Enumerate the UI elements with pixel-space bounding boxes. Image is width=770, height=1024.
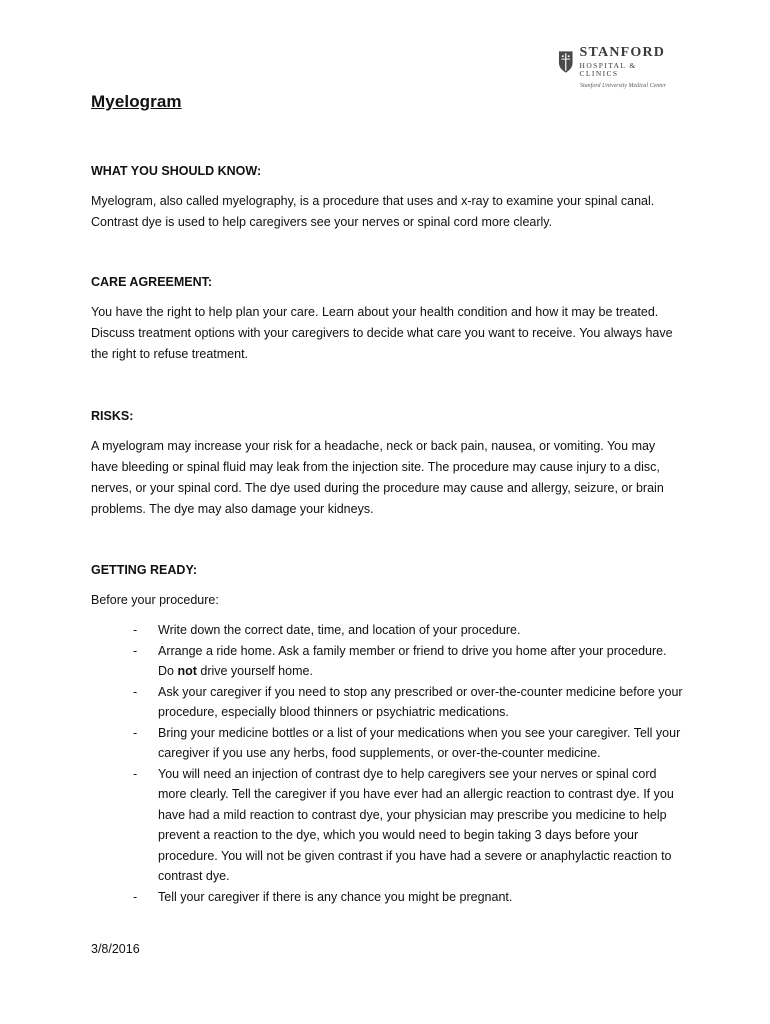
logo-name: STANFORD: [579, 45, 666, 60]
section-body-care-agreement: You have the right to help plan your care. Learn about your health condition and how it may be treated. Discuss treatment options with your caregivers to decide what care you want to receive. You always have the right to refuse treatment.: [91, 305, 673, 361]
list-dash: -: [133, 623, 138, 637]
logo-row: [558, 46, 676, 77]
section-body-getting-ready: Before your procedure:: [91, 593, 219, 607]
list-item: [91, 620, 683, 641]
section-heading-care-agreement: CARE AGREEMENT:: [91, 275, 213, 289]
logo-tagline: Stanford University Medical Center: [580, 83, 666, 89]
list-item-text: Tell your caregiver if there is any chance you might be pregnant.: [158, 889, 513, 904]
shield-icon: [558, 50, 574, 74]
section-body-risks: A myelogram may increase your risk for a headache, neck or back pain, nausea, or vomiting. You may have bleeding or spinal fluid may leak from the injection site. The procedure may cause injury to a disc, nerves, or your spinal cord. The dye used during the procedure may cause and allergy, seizure, or brain problems. The dye may also damage your kidneys.: [91, 439, 664, 516]
list-dash: -: [133, 889, 138, 904]
document-body: [91, 92, 683, 907]
logo-text: [580, 46, 676, 77]
preparation-list: [91, 620, 683, 907]
list-dash: -: [133, 725, 138, 740]
section-heading-getting-ready: GETTING READY:: [91, 563, 198, 577]
list-item-text-end: drive yourself home.: [196, 664, 313, 678]
list-item: [91, 887, 683, 908]
document-title: Myelogram: [91, 92, 182, 111]
list-dash: -: [133, 766, 138, 781]
list-item-text: You will need an injection of contrast dye to help caregivers see your nerves or spinal cord more clearly. Tell the caregiver if you have ever had an allergic reaction to contrast dye. If you have had a mild reaction to contrast dye, your physician may prescribe you medicine to help prevent a reaction to the dye, which you would need to begin taking 3 days before your procedure. You will not be given contrast if you have had a severe or anaphylactic reaction to contrast dye.: [158, 766, 674, 883]
list-dash: -: [133, 643, 138, 658]
list-item: [91, 723, 683, 764]
list-item: [91, 641, 683, 682]
list-item-text: Write down the correct date, time, and location of your procedure.: [158, 623, 521, 637]
list-item-text: Ask your caregiver if you need to stop any prescribed or over-the-counter medicine before your procedure, especially blood thinners or psychiatric medications.: [158, 684, 683, 719]
list-item: [91, 764, 683, 887]
list-item-text: Bring your medicine bottles or a list of your medications when you see your caregiver. Tell your caregiver if you use any herbs, food supplements, or over-the-counter medicine.: [158, 725, 681, 760]
list-item-text: Arrange a ride home. Ask a family member or friend to drive you home after your procedure. Do: [158, 643, 667, 678]
list-dash: -: [133, 684, 138, 699]
footer-date: 3/8/2016: [91, 942, 140, 956]
stanford-logo: [558, 46, 676, 90]
section-heading-risks: RISKS:: [91, 409, 134, 423]
logo-subtitle: HOSPITAL & CLINICS: [579, 61, 637, 78]
section-body-what-you-should-know: Myelogram, also called myelography, is a procedure that uses and x-ray to examine your spinal canal. Contrast dye is used to help caregivers see your nerves or spinal cord more clearly.: [91, 194, 655, 229]
list-item: [91, 682, 683, 723]
list-item-emphasis: not: [177, 664, 197, 678]
section-heading-what-you-should-know: WHAT YOU SHOULD KNOW:: [91, 164, 262, 178]
